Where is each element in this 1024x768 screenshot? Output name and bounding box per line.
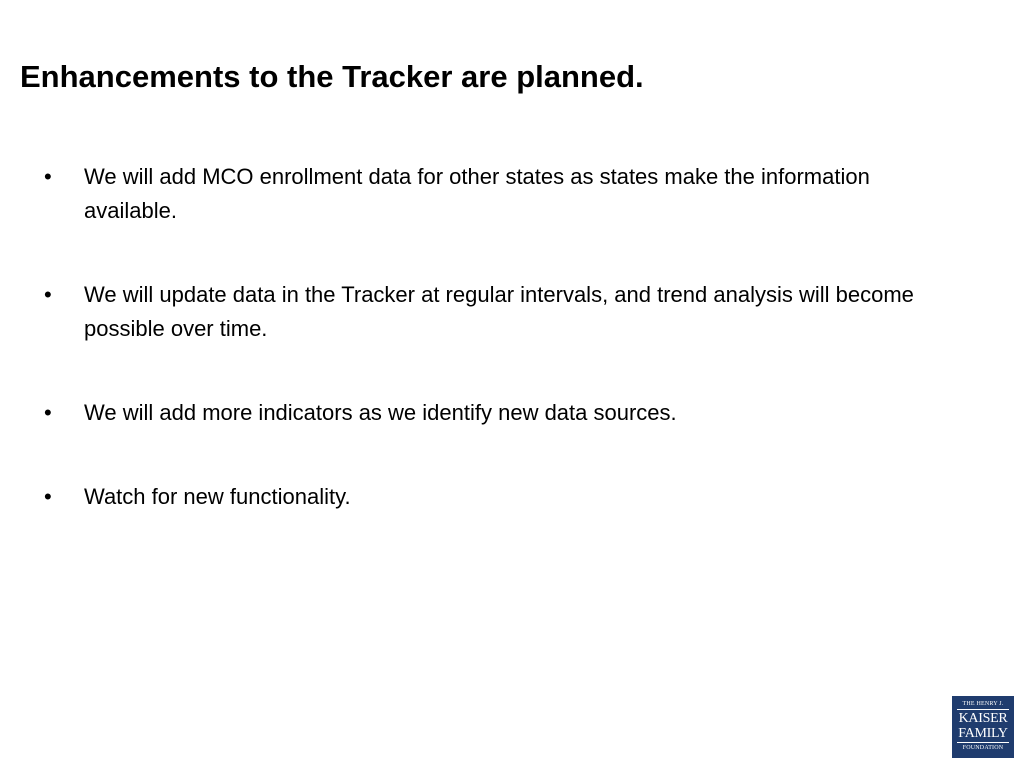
logo-text-top: THE HENRY J.	[962, 701, 1004, 707]
logo-text-kaiser: KAISER	[958, 711, 1008, 726]
logo-text-family: FAMILY	[958, 726, 1008, 741]
bullet-text: We will add MCO enrollment data for other states as states make the information available.	[84, 164, 870, 223]
bullet-icon: •	[44, 400, 52, 425]
bullet-item	[44, 160, 944, 228]
bullet-item	[44, 278, 944, 346]
bullet-item	[44, 396, 944, 430]
bullet-text: We will add more indicators as we identify new data sources.	[84, 400, 677, 425]
logo-divider	[957, 742, 1009, 743]
bullet-icon: •	[44, 282, 52, 307]
logo-divider	[957, 709, 1009, 710]
bullet-icon: •	[44, 164, 52, 189]
slide-title: Enhancements to the Tracker are planned.	[20, 59, 644, 94]
kaiser-family-foundation-logo	[952, 696, 1014, 758]
logo-text-foundation: FOUNDATION	[962, 745, 1004, 751]
bullet-text: Watch for new functionality.	[84, 484, 351, 509]
bullet-text: We will update data in the Tracker at regular intervals, and trend analysis will become possible over time.	[84, 282, 914, 341]
bullet-list	[44, 160, 944, 514]
bullet-item	[44, 480, 944, 514]
bullet-icon: •	[44, 484, 52, 509]
